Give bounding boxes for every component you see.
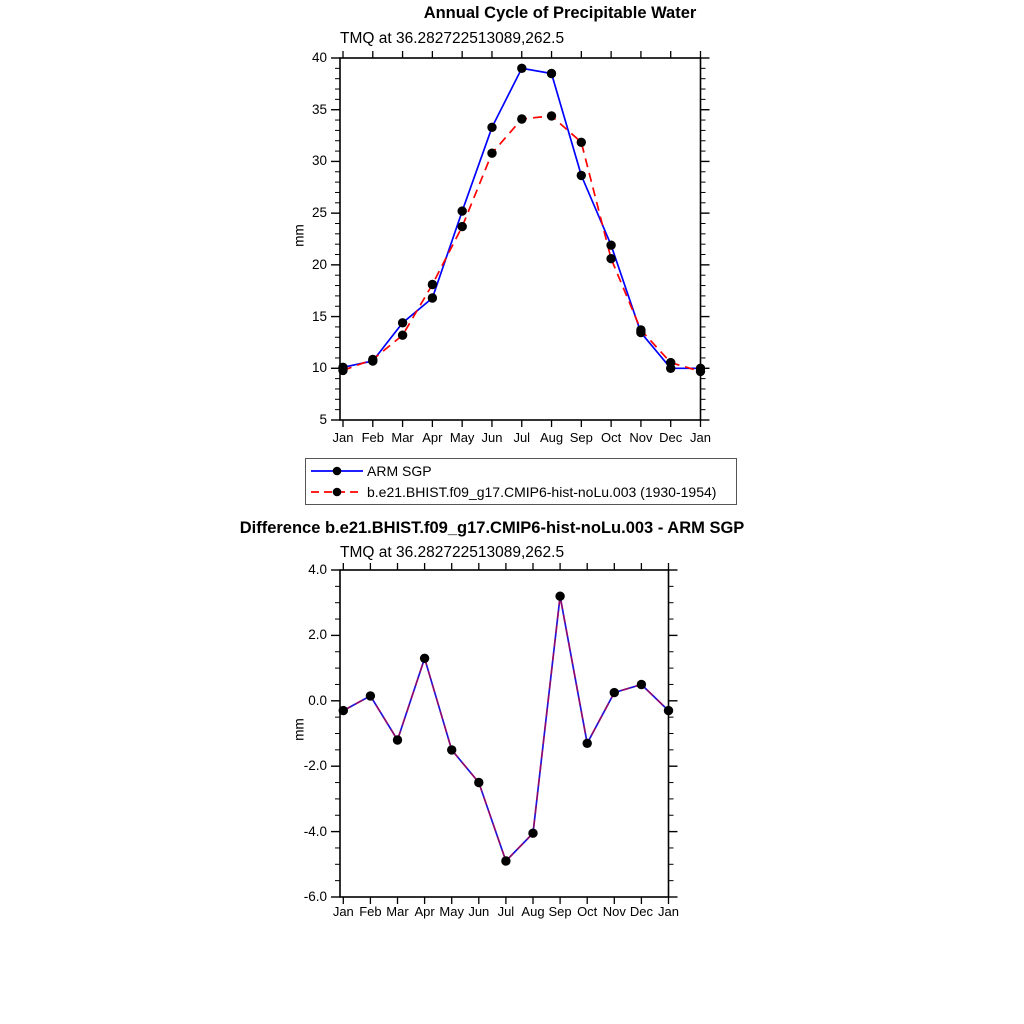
x-tick-label-0-6: Jul [513, 430, 531, 445]
y-tick-label-1-0: -6.0 [303, 889, 327, 904]
y-tick-label-1-4: 2.0 [308, 627, 327, 643]
legend [305, 458, 737, 505]
series-marker-0-1 [458, 222, 467, 231]
series-marker-0-1 [398, 331, 407, 340]
series-marker-1-0 [528, 829, 537, 838]
y-tick-label-0-4: 25 [311, 205, 327, 221]
y-tick-label-1-3: 0.0 [308, 692, 327, 708]
series-marker-0-1 [428, 280, 437, 289]
legend-label-model: b.e21.BHIST.f09_g17.CMIP6-hist-noLu.003 (1930-1954) [367, 484, 717, 501]
difference-subtitle: TMQ at 36.282722513089,262.5 [340, 544, 565, 561]
series-marker-1-0 [447, 745, 456, 754]
series-marker-1-0 [555, 592, 564, 601]
legend-item-arm-sgp [310, 460, 732, 481]
legend-label-arm-sgp: ARM SGP [367, 462, 432, 479]
series-marker-0-1 [547, 111, 556, 120]
series-marker-0-0 [577, 171, 586, 180]
series-marker-1-0 [610, 688, 619, 697]
x-tick-label-0-4: May [449, 430, 475, 445]
series-marker-1-0 [366, 691, 375, 700]
x-tick-label-0-1: Feb [361, 430, 384, 445]
series-marker-1-0 [501, 856, 510, 865]
x-tick-label-1-10: Nov [602, 904, 626, 919]
x-tick-label-0-11: Dec [659, 430, 683, 445]
series-marker-0-1 [368, 355, 377, 364]
series-marker-1-0 [474, 778, 483, 787]
x-tick-label-1-4: May [439, 904, 464, 919]
x-tick-label-1-7: Aug [521, 904, 545, 919]
series-marker-0-1 [577, 138, 586, 147]
series-marker-1-0 [420, 654, 429, 663]
y-tick-label-1-5: 4.0 [308, 562, 327, 577]
x-tick-label-0-7: Aug [539, 430, 564, 445]
series-marker-0-0 [547, 69, 556, 78]
x-tick-label-0-3: Apr [422, 430, 443, 445]
x-tick-label-1-0: Jan [332, 904, 354, 919]
y-tick-label-0-7: 40 [311, 50, 327, 65]
plot-frame-1 [340, 570, 669, 897]
series-marker-0-0 [517, 64, 526, 73]
x-tick-label-1-3: Apr [414, 904, 435, 919]
series-marker-0-1 [636, 325, 645, 334]
series-marker-0-1 [517, 114, 526, 123]
y-tick-label-0-6: 35 [311, 101, 327, 117]
legend-line-sample-solid-icon [310, 465, 364, 477]
annual-cycle-title: Annual Cycle of Precipitable Water [423, 4, 697, 22]
series-marker-0-1 [487, 149, 496, 158]
series-marker-1-0 [339, 706, 348, 715]
annual-cycle-y-axis-label: mm [291, 224, 307, 247]
x-tick-label-0-0: Jan [332, 430, 354, 445]
y-tick-label-0-2: 15 [311, 308, 327, 324]
series-marker-0-0 [606, 241, 615, 250]
x-tick-label-0-5: Jun [481, 430, 503, 445]
x-tick-label-0-2: Mar [391, 430, 414, 445]
x-tick-label-0-10: Nov [629, 430, 653, 445]
x-tick-label-1-11: Dec [629, 904, 653, 919]
series-marker-1-0 [583, 739, 592, 748]
y-tick-label-1-2: -2.0 [303, 758, 327, 774]
x-tick-label-0-8: Sep [569, 430, 593, 445]
x-tick-label-1-6: Jul [497, 904, 515, 919]
x-tick-label-1-12: Jan [658, 904, 679, 919]
plot-frame-0 [340, 58, 701, 420]
series-marker-0-1 [696, 367, 705, 376]
series-marker-0-0 [458, 206, 467, 215]
y-tick-label-0-1: 10 [311, 360, 327, 376]
x-tick-label-0-9: Oct [601, 430, 622, 445]
series-marker-0-1 [338, 366, 347, 375]
legend-item-model [310, 482, 732, 503]
series-line-0-0 [343, 68, 701, 368]
x-tick-label-1-5: Jun [468, 904, 490, 919]
y-tick-label-0-5: 30 [311, 153, 327, 169]
series-marker-0-0 [398, 318, 407, 327]
series-line-1-0 [343, 596, 668, 861]
difference-title: Difference b.e21.BHIST.f09_g17.CMIP6-hist-noLu.003 - ARM SGP [239, 519, 745, 537]
difference-y-axis-label: mm [291, 718, 307, 741]
series-line-0-1 [343, 116, 701, 372]
series-marker-0-0 [487, 123, 496, 132]
x-tick-label-0-12: Jan [690, 430, 711, 445]
series-marker-0-0 [428, 293, 437, 302]
y-tick-label-1-1: -4.0 [303, 823, 327, 839]
series-marker-0-1 [606, 254, 615, 263]
series-marker-1-0 [637, 680, 646, 689]
y-tick-label-0-3: 20 [311, 256, 327, 272]
annual-cycle-subtitle: TMQ at 36.282722513089,262.5 [340, 30, 565, 47]
series-marker-1-0 [393, 735, 402, 744]
series-line-overlay-1-0 [343, 596, 668, 861]
x-tick-label-1-2: Mar [386, 904, 409, 919]
x-tick-label-1-1: Feb [359, 904, 382, 919]
legend-line-sample-dashed-icon [310, 486, 364, 498]
series-marker-0-1 [666, 358, 675, 367]
x-tick-label-1-9: Oct [577, 904, 598, 919]
x-tick-label-1-8: Sep [548, 904, 572, 919]
series-marker-1-0 [664, 706, 673, 715]
y-tick-label-0-0: 5 [319, 412, 327, 427]
